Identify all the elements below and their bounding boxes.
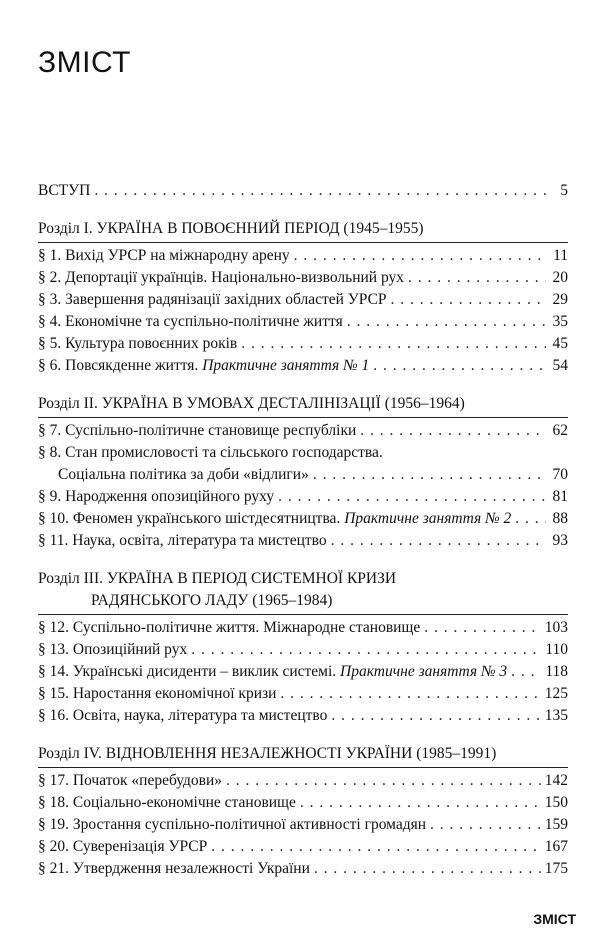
chapter-section — [38, 568, 568, 727]
toc-entry-label — [38, 311, 343, 333]
running-footer: ЗМІСТ — [533, 911, 576, 927]
dot-leader — [241, 333, 546, 355]
toc-entry[interactable] — [38, 792, 568, 814]
chapter-items — [38, 242, 568, 377]
toc-entry-intro[interactable] — [38, 180, 568, 202]
toc-entry-label — [38, 705, 327, 727]
toc-entry-text: § 19. Зростання суспільно-політичної активності громадян — [38, 816, 427, 833]
toc-entry[interactable] — [38, 442, 568, 486]
toc-entry-text: § 7. Суспільно-політичне становище республіки — [38, 422, 357, 439]
toc-entry-text: § 17. Початок «перебудови» — [38, 772, 223, 789]
toc-entry-text: § 12. Суспільно-політичне життя. Міжнародне становище — [38, 619, 421, 636]
dot-leader — [511, 661, 541, 683]
chapter-items — [38, 767, 568, 880]
dot-leader — [373, 355, 546, 377]
toc-entry-text: § 13. Опозиційний рух — [38, 641, 188, 658]
chapter-title[interactable] — [38, 743, 568, 765]
chapter-title[interactable] — [38, 218, 568, 240]
toc-entry-label — [38, 508, 511, 530]
toc-entry-text: § 20. Суверенізація УРСР — [38, 838, 208, 855]
chapter-title-line1: Розділ IV. ВІДНОВЛЕННЯ НЕЗАЛЕЖНОСТІ УКРАЇНИ (1985–1991) — [38, 745, 497, 762]
toc-entry-label — [38, 792, 296, 814]
toc-entry-text: § 15. Наростання економічної кризи — [38, 685, 277, 702]
dot-leader — [424, 617, 541, 639]
toc-entry-practical: Практичне заняття № 1 — [202, 357, 370, 374]
toc-entry-page: 11 — [553, 247, 568, 264]
dot-leader — [515, 508, 546, 530]
toc-entry-label — [38, 267, 404, 289]
toc-entry-page: 110 — [545, 641, 568, 658]
page-title: ЗМІСТ — [38, 46, 131, 79]
toc-entry-practical: Практичне заняття № 2 — [344, 510, 512, 527]
table-of-contents — [38, 180, 568, 880]
dot-leader — [94, 180, 546, 202]
toc-entry-label — [38, 639, 187, 661]
toc-entry-label — [38, 683, 276, 705]
chapter-title[interactable] — [38, 568, 568, 612]
toc-entry-label — [38, 530, 327, 552]
toc-entry-text: § 16. Освіта, наука, література та мистецтво — [38, 707, 328, 724]
toc-entry-label — [38, 486, 274, 508]
dot-leader — [314, 858, 541, 880]
toc-entry-page: 70 — [552, 466, 568, 483]
chapter-title[interactable] — [38, 393, 568, 415]
toc-entry-page: 45 — [552, 335, 568, 352]
toc-entry-label — [38, 355, 369, 377]
toc-entry-page: 29 — [552, 291, 568, 308]
toc-entry-label — [38, 858, 310, 880]
dot-leader — [360, 420, 546, 442]
toc-entry-page: 20 — [552, 269, 568, 286]
toc-entry-text: § 10. Феномен українського шістдесятництва. — [38, 510, 345, 527]
chapter-section — [38, 393, 568, 552]
dot-leader — [280, 683, 540, 705]
toc-entry-page: 118 — [545, 663, 568, 680]
toc-entry-text: § 9. Народження опозиційного руху — [38, 488, 275, 505]
chapter-title-line1: Розділ ІІІ. УКРАЇНА В ПЕРІОД СИСТЕМНОЇ КРИЗИ — [38, 570, 397, 587]
toc-entry[interactable] — [38, 814, 568, 836]
chapter-title-line1: Розділ І. УКРАЇНА В ПОВОЄННИЙ ПЕРІОД (1945–1955) — [38, 220, 424, 237]
toc-entry[interactable] — [38, 289, 568, 311]
toc-entry[interactable] — [38, 661, 568, 683]
toc-entry[interactable] — [38, 267, 568, 289]
toc-entry-line2 — [38, 464, 568, 486]
toc-entry-page: 54 — [552, 357, 568, 374]
toc-entry-label-cont: Соціальна політика за доби «відлиги» — [58, 466, 309, 483]
chapter-title-line2: РАДЯНСЬКОГО ЛАДУ (1965–1984) — [91, 592, 333, 609]
toc-entry[interactable] — [38, 355, 568, 377]
toc-entry[interactable] — [38, 770, 568, 792]
toc-entry-label: § 8. Стан промисловості та сільського господарства. — [38, 444, 383, 461]
toc-entry[interactable] — [38, 836, 568, 858]
toc-entry-label: ВСТУП — [38, 182, 91, 199]
toc-entry-page: 88 — [552, 510, 568, 527]
toc-entry-label — [38, 836, 207, 858]
toc-entry-text: § 6. Повсякденне життя. — [38, 357, 203, 374]
toc-entry-page: 103 — [544, 619, 568, 636]
chapter-section — [38, 218, 568, 377]
chapter-items — [38, 614, 568, 727]
toc-entry[interactable] — [38, 508, 568, 530]
toc-entry[interactable] — [38, 639, 568, 661]
toc-entry[interactable] — [38, 311, 568, 333]
chapter-list — [38, 218, 568, 880]
toc-entry-label — [38, 617, 420, 639]
dot-leader — [300, 792, 541, 814]
toc-entry-label — [38, 814, 426, 836]
dot-leader — [430, 814, 541, 836]
dot-leader — [191, 639, 541, 661]
toc-entry-page: 62 — [552, 422, 568, 439]
toc-entry[interactable] — [38, 420, 568, 442]
dot-leader — [331, 530, 546, 552]
toc-entry[interactable] — [38, 333, 568, 355]
toc-entry-page: 175 — [544, 860, 568, 877]
dot-leader — [391, 289, 546, 311]
dot-leader — [408, 267, 546, 289]
chapter-section — [38, 743, 568, 880]
toc-entry-page: 81 — [552, 488, 568, 505]
toc-entry-page: 167 — [544, 838, 568, 855]
dot-leader — [211, 836, 540, 858]
toc-entry-page: 159 — [544, 816, 568, 833]
toc-entry[interactable] — [38, 530, 568, 552]
toc-entry-text: § 14. Українські дисиденти – виклик системі. — [38, 663, 341, 680]
toc-entry-page: 150 — [544, 794, 568, 811]
toc-entry-page: 125 — [544, 685, 568, 702]
toc-entry-label — [38, 770, 222, 792]
toc-entry-practical: Практичне заняття № 3 — [340, 663, 508, 680]
chapter-title-line1: Розділ ІІ. УКРАЇНА В УМОВАХ ДЕСТАЛІНІЗАЦІЇ (1956–1964) — [38, 395, 465, 412]
toc-entry-label — [38, 289, 387, 311]
dot-leader — [226, 770, 541, 792]
dot-leader — [294, 245, 546, 267]
toc-entry-text: § 18. Соціально-економічне становище — [38, 794, 296, 811]
toc-entry-text: § 11. Наука, освіта, література та мистецтво — [38, 532, 327, 549]
toc-entry[interactable] — [38, 683, 568, 705]
toc-entry-page: 142 — [544, 772, 568, 789]
toc-entry[interactable] — [38, 617, 568, 639]
toc-entry-text: § 4. Економічне та суспільно-політичне життя — [38, 313, 343, 330]
toc-entry-page: 135 — [544, 707, 568, 724]
toc-entry-label — [38, 333, 237, 355]
dot-leader — [313, 464, 546, 486]
toc-entry-text: § 1. Вихід УРСР на міжнародну арену — [38, 247, 290, 264]
toc-entry-page: 5 — [560, 182, 568, 199]
toc-entry-label — [38, 661, 507, 683]
toc-entry-text: § 5. Культура повоєнних років — [38, 335, 238, 352]
toc-entry[interactable] — [38, 245, 568, 267]
dot-leader — [347, 311, 546, 333]
toc-entry-page: 93 — [552, 532, 568, 549]
toc-entry[interactable] — [38, 705, 568, 727]
chapter-items — [38, 417, 568, 552]
toc-entry-text: § 3. Завершення радянізації західних областей УРСР — [38, 291, 387, 308]
toc-entry-text: § 2. Депортації українців. Національно-визвольний рух — [38, 269, 405, 286]
toc-entry[interactable] — [38, 858, 568, 880]
toc-entry-label — [38, 245, 290, 267]
toc-entry-page: 35 — [552, 313, 568, 330]
dot-leader — [278, 486, 546, 508]
dot-leader — [331, 705, 540, 727]
toc-entry-label — [38, 420, 356, 442]
toc-entry-text: § 21. Утвердження незалежності України — [38, 860, 310, 877]
toc-entry[interactable] — [38, 486, 568, 508]
